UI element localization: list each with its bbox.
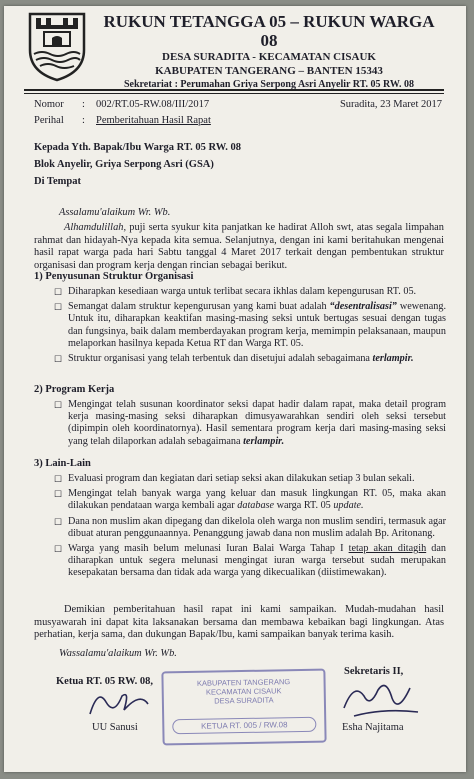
list-item: ☐ Evaluasi program dan kegiatan dari setiap seksi akan dilakukan setiap 3 bulan sekali.	[54, 473, 446, 485]
list-item-text: Warga yang masih belum melunasi Iuran Balai Warga Tahap I	[68, 543, 349, 555]
intro-text: puji serta syukur kita panjatkan ke hadirat Alloh swt, atas segala limpahan rahmat dan hidayah-Nya kepada kita semua. Selanjutnya, dengan ini kami beritahukan mengenai hasil rapat warga pada hari Sabtu tanggal 4 Maret 2017 terkait dengan pembentukan struktur organisasi dan program kerja dengan rincian sebagai berikut.	[34, 222, 444, 271]
list-item: ☐ Dana non muslim akan dipegang dan dikelola oleh warga non muslim sendiri, termasuk agar dibuat aturan penggunaannya. Penanggung jawab dana non muslim adalah Bp. Aritonang.	[54, 516, 446, 540]
list-item-text: Mengingat telah banyak warga yang keluar dan masuk lingkungan RT. 05, maka akan dilakukan pendataan warga kembali agar	[68, 488, 446, 512]
letterhead-secretariat: Sekretariat : Perumahan Griya Serpong Asri Anyelir RT. 05 RW. 08	[123, 79, 415, 90]
stamp-line-3: DESA SURADITA	[214, 695, 274, 706]
perihal-colon: :	[82, 115, 85, 126]
section-3-list	[54, 473, 446, 583]
secretary-title: Sekretaris II,	[344, 666, 404, 677]
stamp-line-2: KECAMATAN CISAUK	[205, 686, 282, 697]
section-1-title: 1) Penyusunan Struktur Organisasi	[34, 271, 194, 282]
perihal-label: Perihal	[34, 115, 64, 126]
stamp-line-1: KABUPATEN TANGERANG	[196, 677, 291, 688]
letterhead	[94, 12, 444, 92]
secretary-signature-icon	[334, 678, 424, 722]
letterhead-title: RUKUN TETANGGA 05 – RUKUN WARGA 08	[103, 12, 435, 50]
chairman-title: Ketua RT. 05 RW. 08,	[56, 676, 153, 687]
chairman-name: UU Sanusi	[92, 722, 138, 733]
kabupaten-tangerang-logo-icon	[26, 10, 88, 82]
nomor-row	[4, 98, 466, 112]
list-item-text: warga RT. 05	[274, 500, 334, 512]
chairman-signature-icon	[84, 682, 154, 722]
perihal-row	[4, 114, 466, 128]
list-item	[54, 399, 446, 448]
recipient-line-1: Kepada Yth. Bapak/Ibu Warga RT. 05 RW. 08	[34, 142, 241, 153]
list-item-text: wewenang. Untuk itu, diharapkan keaktifan masing-masing seksi untuk bertugas sesuai dengan tugas dan fungsinya, baik dalam memberdayakan program kerja, memimpin pelaksanaan, maupun melaporkan hasilnya kepada Ketua RT dan Warga RT. 05.	[68, 301, 447, 349]
official-stamp	[161, 669, 326, 746]
closing-greeting: Wassalamu'alaikum Wr. Wb.	[59, 648, 177, 659]
section-2-title: 2) Program Kerja	[34, 384, 115, 395]
list-item	[54, 301, 446, 350]
letterhead-divider-thick	[24, 89, 444, 91]
intro-paragraph	[34, 222, 444, 272]
list-item-emphasis: update.	[333, 500, 364, 512]
nomor-label: Nomor	[34, 99, 64, 110]
list-item-text: Mengingat telah susunan koordinator seksi dapat hadir dalam rapat, maka detail program kerja masing-masing seksi diharapkan dimusyawarahkan sendiri oleh seksi tersebut (dipimpin oleh koordinatornya). Hasil sementara program kerja dari masing-masing seksi yang telah dilaporkan adalah sebagaimana	[68, 399, 446, 447]
stamp-inner-label: KETUA RT. 005 / RW.08	[172, 717, 316, 735]
letter-page	[4, 6, 466, 772]
letterhead-village: DESA SURADITA - KECAMATAN CISAUK	[162, 51, 376, 63]
list-item-emphasis: terlampir.	[372, 353, 414, 365]
list-item: ☐ Diharapkan kesediaan warga untuk terlibat secara ikhlas dalam kepengurusan RT. 05.	[54, 286, 446, 298]
section-1-list	[54, 286, 446, 368]
greeting: Assalamu'alaikum Wr. Wb.	[59, 207, 171, 218]
letter-date: Suradita, 23 Maret 2017	[339, 99, 442, 110]
list-item-emphasis: “desentralisasi”	[329, 301, 397, 313]
recipient-line-3: Di Tempat	[34, 176, 81, 187]
nomor-colon: :	[82, 99, 85, 110]
nomor-value: 002/RT.05-RW.08/III/2017	[96, 99, 210, 110]
closing-paragraph: Demikian pemberitahuan hasil rapat ini kami sampaikan. Mudah-mudahan hasil musyawarah ini dapat kita laksanakan bersama dan membawa kebaikan bagi lingkungan. Atas perhatian, kerja sama, dan dukungan Bapak/Ibu, kami sampaikan banyak terima kasih.	[34, 604, 444, 641]
section-3-title: 3) Lain-Lain	[34, 458, 91, 469]
list-item	[54, 543, 446, 580]
list-item-underlined: tetap akan ditagih	[348, 543, 427, 555]
list-item-text: Semangat dalam struktur kepengurusan yang kami buat adalah	[68, 301, 330, 313]
section-2-list	[54, 399, 446, 451]
list-item-text: dan diharapkan untuk segera melunasi mengingat iuran warga tersebut sudah merupakan kesepakatan bersama dan tidak ada warga yang dikecualikan (diistimewakan).	[68, 543, 446, 579]
list-item	[54, 488, 446, 512]
letterhead-divider-thin	[24, 93, 444, 94]
list-item-text: Struktur organisasi yang telah terbentuk dan disetujui adalah sebagaimana	[68, 353, 373, 365]
secretary-name: Esha Najitama	[342, 722, 404, 733]
list-item-emphasis: database	[237, 500, 275, 512]
letterhead-regency: KABUPATEN TANGERANG – BANTEN 15343	[155, 65, 383, 77]
list-item	[54, 353, 446, 365]
list-item-emphasis: terlampir.	[243, 435, 285, 447]
perihal-value: Pemberitahuan Hasil Rapat	[96, 115, 211, 126]
recipient-line-2: Blok Anyelir, Griya Serpong Asri (GSA)	[34, 159, 214, 170]
intro-alhamdulillah: Alhamdulillah,	[64, 222, 127, 233]
